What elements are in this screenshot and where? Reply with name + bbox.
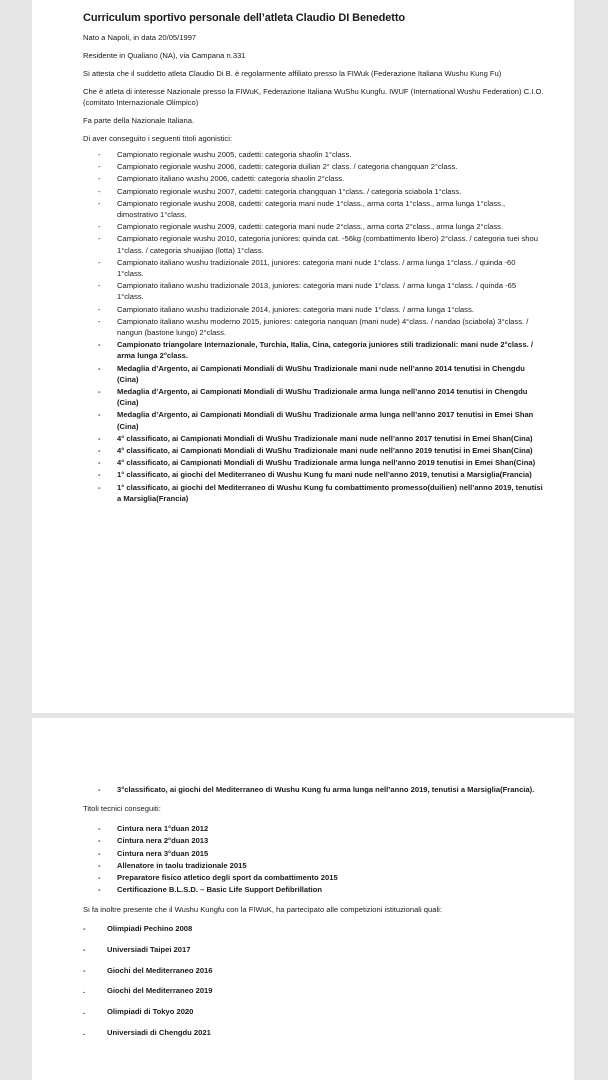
title-item-text: Campionato italiano wushu tradizionale 2011, juniores: categoria mani nude 1°class. / arma lunga 1°class. / quinda -60 1°class.	[117, 257, 516, 279]
title-item-text: Campionato regionale wushu 2007, cadetti: categoria changquan 1°class. / categoria sciabola 1°class.	[117, 186, 462, 196]
bullet-dash-icon: -	[98, 482, 101, 492]
bullet-dash-icon: -	[98, 162, 101, 172]
birth-info: Nato a Napoli, in data 20/05/1997	[83, 33, 197, 42]
bullet-dash-icon: -	[98, 340, 101, 350]
technical-title-item	[83, 835, 544, 846]
title-item	[83, 482, 544, 504]
bullet-dash-icon: -	[98, 824, 101, 834]
bullet-dash-icon: -	[98, 470, 101, 480]
title-item-text: Medaglia d’Argento, ai Campionati Mondiali di WuShu Tradizionale arma lunga nell’anno 2017 tenutisi in Emei Shan (Cina)	[117, 410, 534, 431]
bullet-dash-icon: -	[98, 458, 101, 468]
title-item	[83, 304, 544, 315]
title-item-text: Campionato italiano wushu 2006, cadetti: categoria shaolin 2°class.	[117, 174, 345, 184]
title-item	[83, 198, 544, 220]
title-item-text: 3°classificato, ai giochi del Mediterraneo di Wushu Kung fu arma lunga nell’anno 2019, tenutisi a Marsiglia(Francia).	[117, 785, 535, 794]
competition-item	[83, 944, 544, 955]
page-1-content	[83, 12, 544, 505]
competition-item-text: Giochi del Mediterraneo 2016	[107, 965, 213, 975]
competition-item	[83, 965, 544, 976]
technical-title-item-text: Certificazione B.L.S.D. – Basic Life Support Defibrillation	[117, 885, 323, 895]
technical-title-item-text: Allenatore in taolu tradizionale 2015	[117, 860, 247, 870]
technical-title-item	[83, 860, 544, 871]
title-item-text: 1° classificato, ai giochi del Mediterraneo di Wushu Kung fu mani nude nell’anno 2019, tenutisi a Marsiglia(Francia)	[117, 470, 532, 480]
technical-title-item-text: Preparatore fisico atletico degli sport da combattimento 2015	[117, 873, 338, 883]
title-item-text: Campionato italiano wushu tradizionale 2014, juniores: categoria mani nude 1°class. / arma lunga 1°class.	[117, 304, 474, 314]
competition-item-text: Olimpiadi di Tokyo 2020	[107, 1007, 194, 1017]
title-item	[83, 186, 544, 197]
bullet-dash-icon: -	[98, 433, 101, 443]
bullet-dash-icon: -	[98, 174, 101, 184]
competition-item-text: Universiadi di Chengdu 2021	[107, 1027, 211, 1037]
title-item	[83, 173, 544, 184]
title-item	[83, 316, 544, 338]
bullet-dash-icon: -	[98, 363, 101, 373]
bullet-dash-icon: -	[98, 257, 101, 267]
technical-title-item-text: Cintura nera 3°duan 2015	[117, 848, 209, 858]
competitive-titles-list-continued	[83, 784, 544, 795]
technical-titles-list	[83, 823, 544, 895]
bullet-dash-icon: -	[98, 186, 101, 196]
affiliation-statement: Si attesta che il suddetto atleta Claudio Di B. è regolarmente affiliato presso la FIWuk (Federazione Italiana Wushu Kung Fu)	[83, 69, 502, 78]
competition-item	[83, 923, 544, 934]
technical-titles-intro: Titoli tecnici conseguiti:	[83, 804, 161, 814]
title-item-text: Campionato regionale wushu 2008, cadetti: categoria mani nude 1°class., arma corta 1°class., arma lunga 1°class., dimostrativo 1°class.	[117, 198, 506, 220]
bullet-dash-icon: -	[83, 924, 86, 934]
title-item-text: Campionato regionale wushu 2010, categoria juniores: quinda cat. -56kg (combattimento libero) 2°class. / categoria tuei shou 1°class. / categoria shuaijiao (lotta) 1°class.	[117, 234, 538, 255]
title-item	[83, 784, 544, 795]
bullet-dash-icon: -	[98, 316, 101, 326]
technical-title-item-text: Cintura nera 2°duan 2013	[117, 836, 209, 846]
residence-info: Residente in Qualiano (NA), via Campana n.331	[83, 51, 246, 60]
bullet-dash-icon: .	[83, 986, 86, 996]
title-item-text: Campionato regionale wushu 2005, cadetti: categoria shaolin 1°class.	[117, 150, 352, 159]
bullet-dash-icon: -	[98, 410, 101, 420]
title-item	[83, 161, 544, 172]
bullet-dash-icon: .	[83, 1027, 86, 1037]
institutional-competitions-list	[83, 923, 544, 1037]
title-item-text: 1° classificato, ai giochi del Mediterraneo di Wushu Kung fu combattimento promesso(duilien) nell’anno 2019, tenutisi a Marsiglia(Francia)	[117, 482, 543, 503]
title-item-text: Medaglia d’Argento, ai Campionati Mondiali di WuShu Tradizionale mani nude nell’anno 2014 tenutisi in Chengdu (Cina)	[117, 363, 525, 384]
title-item-text: Medaglia d’Argento, ai Campionati Mondiali di WuShu Tradizionale arma lunga nell’anno 2014 tenutisi in Chengdu (Cina)	[117, 387, 528, 408]
title-item	[83, 457, 544, 468]
technical-title-item	[83, 884, 544, 895]
bullet-dash-icon: -	[98, 234, 101, 244]
page-2-content	[83, 784, 544, 1048]
title-item	[83, 149, 544, 160]
bullet-dash-icon: -	[98, 873, 101, 883]
title-item	[83, 280, 544, 302]
document-title: Curriculum sportivo personale dell’atleta Claudio DI Benedetto	[83, 12, 406, 24]
competition-item-text: Giochi del Mediterraneo 2019	[107, 986, 213, 996]
competition-item-text: Olimpiadi Pechino 2008	[107, 924, 193, 934]
title-item	[83, 339, 544, 361]
title-item	[83, 233, 544, 255]
title-item	[83, 409, 544, 431]
title-item-text: Campionato triangolare Internazionale, Turchia, Italia, Cina, categoria juniores stili tradizionali: mani nude 2°class. / arma lunga 2°class.	[117, 340, 534, 361]
title-item-text: Campionato regionale wushu 2006, cadetti: categoria duilian 2° class. / categoria changquan 2°class.	[117, 162, 458, 172]
technical-title-item	[83, 872, 544, 883]
technical-title-item	[83, 848, 544, 859]
title-item-text: 4° classificato, ai Campionati Mondiali di WuShu Tradizionale mani nude nell’anno 2019 tenutisi in Emei Shan(Cina)	[117, 446, 533, 456]
title-item-text: 4° classificato, ai Campionati Mondiali di WuShu Tradizionale mani nude nell’anno 2017 tenutisi in Emei Shan(Cina)	[117, 433, 533, 443]
technical-title-item-text: Cintura nera 1°duan 2012	[117, 824, 209, 834]
competition-item	[83, 1027, 544, 1038]
bullet-dash-icon: -	[98, 785, 101, 794]
title-item-text: Campionato italiano wushu moderno 2015, juniores: categoria nanquan (mani nude) 4°class. / nandao (sciabola) 3°class. / nangun (bastone lungo) 2°class.	[117, 316, 529, 338]
bullet-dash-icon: -	[98, 848, 101, 858]
competitive-titles-list	[83, 149, 544, 504]
title-item-text: Campionato italiano wushu tradizionale 2013, juniores: categoria mani nude 1°class. / arma lunga 1°class. / quinda -65 1°class.	[117, 281, 517, 302]
title-item	[83, 445, 544, 456]
bullet-dash-icon: -	[98, 387, 101, 397]
bullet-dash-icon: -	[98, 150, 101, 159]
competitions-intro: Si fa inoltre presente che il Wushu Kungfu con la FIWuK, ha partecipato alle competizioni istituzionali quali:	[83, 905, 442, 915]
title-item	[83, 469, 544, 480]
title-item	[83, 221, 544, 232]
title-item-text: Campionato regionale wushu 2009, cadetti: categoria mani nude 2°class., arma corta 2°class., arma lunga 2°class.	[117, 222, 504, 232]
bullet-dash-icon: -	[98, 198, 101, 208]
national-team-statement: Fa parte della Nazionale Italiana.	[83, 116, 195, 125]
title-item	[83, 257, 544, 279]
document-page-2	[32, 718, 574, 1080]
title-item	[83, 433, 544, 444]
bullet-dash-icon: -	[98, 836, 101, 846]
bullet-dash-icon: -	[98, 281, 101, 291]
technical-title-item	[83, 823, 544, 834]
bullet-dash-icon: -	[98, 304, 101, 314]
bullet-dash-icon: -	[98, 222, 101, 232]
competition-item	[83, 985, 544, 996]
title-item-text: 4° classificato, ai Campionati Mondiali di WuShu Tradizionale arma lunga nell’anno 2019 tenutisi in Emei Shan(Cina)	[117, 458, 536, 468]
bullet-dash-icon: -	[83, 945, 86, 955]
national-interest-statement: Che è atleta di interesse Nazionale presso la FIWuK, Federazione Italiana WuShu Kungfu. IWUF (International Wushu Federation) C.I.O. (comitato Internazionale Olimpico)	[83, 87, 544, 107]
title-item	[83, 363, 544, 385]
competition-item-text: Universiadi Taipei 2017	[107, 945, 191, 955]
bullet-dash-icon: -	[98, 885, 101, 895]
competition-item	[83, 1006, 544, 1017]
bullet-dash-icon: -	[98, 446, 101, 456]
title-item	[83, 386, 544, 408]
bullet-dash-icon: .	[83, 1007, 86, 1017]
titles-intro: Di aver conseguito i seguenti titoli agonistici:	[83, 134, 233, 143]
bullet-dash-icon: -	[83, 965, 86, 975]
bullet-dash-icon: -	[98, 860, 101, 870]
document-page-1	[32, 0, 574, 713]
